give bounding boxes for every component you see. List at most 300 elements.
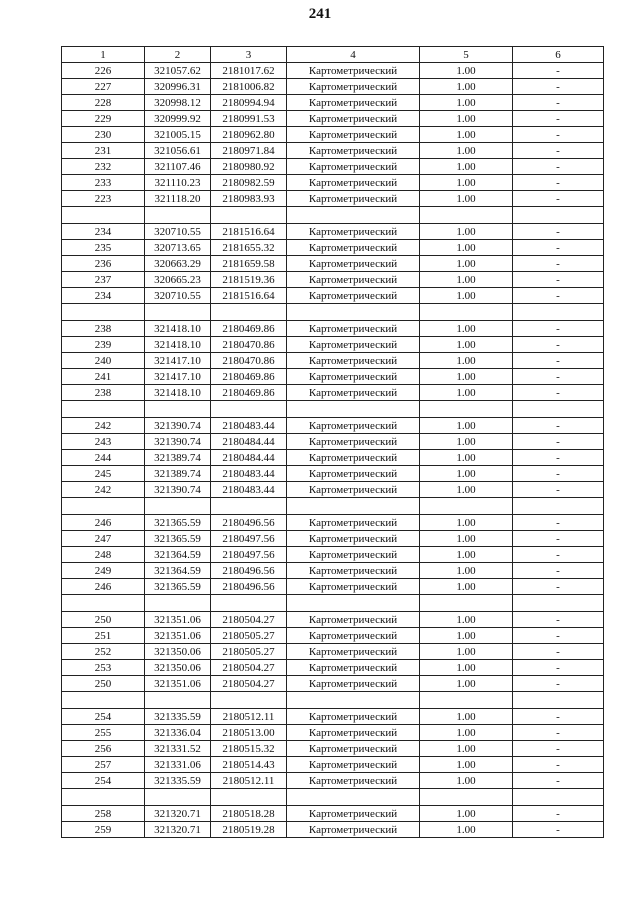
- table-row: [62, 95, 604, 111]
- accuracy-cell: 1.00: [420, 628, 513, 644]
- method-cell: Картометрический: [287, 224, 420, 240]
- accuracy-cell: 1.00: [420, 531, 513, 547]
- x-coordinate-cell: 321365.59: [145, 515, 211, 531]
- table-row: [62, 482, 604, 498]
- accuracy-cell: 1.00: [420, 660, 513, 676]
- note-cell: -: [513, 288, 604, 304]
- table-row: [62, 288, 604, 304]
- method-cell: Картометрический: [287, 612, 420, 628]
- empty-cell: [287, 789, 420, 806]
- table-row: [62, 79, 604, 95]
- accuracy-cell: 1.00: [420, 63, 513, 79]
- table-row: [62, 676, 604, 692]
- table-row: [62, 757, 604, 773]
- group-separator-row: [62, 595, 604, 612]
- note-cell: -: [513, 466, 604, 482]
- note-cell: -: [513, 515, 604, 531]
- method-cell: Картометрический: [287, 579, 420, 595]
- point-number-cell: 239: [62, 337, 145, 353]
- accuracy-cell: 1.00: [420, 547, 513, 563]
- accuracy-cell: 1.00: [420, 79, 513, 95]
- y-coordinate-cell: 2180483.44: [211, 466, 287, 482]
- accuracy-cell: 1.00: [420, 175, 513, 191]
- note-cell: -: [513, 63, 604, 79]
- accuracy-cell: 1.00: [420, 321, 513, 337]
- note-cell: -: [513, 79, 604, 95]
- table-row: [62, 240, 604, 256]
- point-number-cell: 256: [62, 741, 145, 757]
- table-row: [62, 418, 604, 434]
- point-number-cell: 228: [62, 95, 145, 111]
- x-coordinate-cell: 321056.61: [145, 143, 211, 159]
- group-separator-row: [62, 789, 604, 806]
- empty-cell: [420, 401, 513, 418]
- accuracy-cell: 1.00: [420, 773, 513, 789]
- method-cell: Картометрический: [287, 434, 420, 450]
- note-cell: -: [513, 418, 604, 434]
- empty-cell: [513, 498, 604, 515]
- accuracy-cell: 1.00: [420, 240, 513, 256]
- method-cell: Картометрический: [287, 709, 420, 725]
- accuracy-cell: 1.00: [420, 450, 513, 466]
- accuracy-cell: 1.00: [420, 579, 513, 595]
- point-number-cell: 236: [62, 256, 145, 272]
- empty-cell: [211, 207, 287, 224]
- method-cell: Картометрический: [287, 143, 420, 159]
- method-cell: Картометрический: [287, 369, 420, 385]
- note-cell: -: [513, 676, 604, 692]
- table-row: [62, 547, 604, 563]
- table-row: [62, 434, 604, 450]
- empty-cell: [145, 498, 211, 515]
- table-row: [62, 321, 604, 337]
- x-coordinate-cell: 321389.74: [145, 450, 211, 466]
- note-cell: -: [513, 628, 604, 644]
- y-coordinate-cell: 2180504.27: [211, 612, 287, 628]
- x-coordinate-cell: 320710.55: [145, 288, 211, 304]
- page-number: 241: [308, 6, 332, 22]
- x-coordinate-cell: 320710.55: [145, 224, 211, 240]
- empty-cell: [62, 401, 145, 418]
- y-coordinate-cell: 2181017.62: [211, 63, 287, 79]
- table-row: [62, 806, 604, 822]
- y-coordinate-cell: 2180980.92: [211, 159, 287, 175]
- point-number-cell: 258: [62, 806, 145, 822]
- coordinates-table: [61, 46, 604, 838]
- point-number-cell: 223: [62, 191, 145, 207]
- point-number-cell: 245: [62, 466, 145, 482]
- table-row: [62, 224, 604, 240]
- y-coordinate-cell: 2180983.93: [211, 191, 287, 207]
- table-row: [62, 725, 604, 741]
- table-row: [62, 191, 604, 207]
- point-number-cell: 240: [62, 353, 145, 369]
- empty-cell: [513, 304, 604, 321]
- x-coordinate-cell: 321418.10: [145, 321, 211, 337]
- column-header-1: 1: [62, 47, 145, 63]
- method-cell: Картометрический: [287, 741, 420, 757]
- group-separator-row: [62, 498, 604, 515]
- accuracy-cell: 1.00: [420, 466, 513, 482]
- x-coordinate-cell: 321057.62: [145, 63, 211, 79]
- method-cell: Картометрический: [287, 644, 420, 660]
- point-number-cell: 233: [62, 175, 145, 191]
- x-coordinate-cell: 320999.92: [145, 111, 211, 127]
- note-cell: -: [513, 240, 604, 256]
- point-number-cell: 244: [62, 450, 145, 466]
- empty-cell: [145, 595, 211, 612]
- y-coordinate-cell: 2180484.44: [211, 450, 287, 466]
- method-cell: Картометрический: [287, 676, 420, 692]
- empty-cell: [287, 498, 420, 515]
- point-number-cell: 248: [62, 547, 145, 563]
- y-coordinate-cell: 2181659.58: [211, 256, 287, 272]
- empty-cell: [420, 207, 513, 224]
- point-number-cell: 229: [62, 111, 145, 127]
- method-cell: Картометрический: [287, 79, 420, 95]
- y-coordinate-cell: 2180483.44: [211, 482, 287, 498]
- point-number-cell: 226: [62, 63, 145, 79]
- note-cell: -: [513, 337, 604, 353]
- note-cell: -: [513, 159, 604, 175]
- table-row: [62, 256, 604, 272]
- note-cell: -: [513, 95, 604, 111]
- x-coordinate-cell: 321331.06: [145, 757, 211, 773]
- note-cell: -: [513, 806, 604, 822]
- table-row: [62, 515, 604, 531]
- accuracy-cell: 1.00: [420, 644, 513, 660]
- group-separator-row: [62, 207, 604, 224]
- accuracy-cell: 1.00: [420, 353, 513, 369]
- x-coordinate-cell: 321390.74: [145, 482, 211, 498]
- x-coordinate-cell: 321417.10: [145, 353, 211, 369]
- point-number-cell: 242: [62, 482, 145, 498]
- accuracy-cell: 1.00: [420, 191, 513, 207]
- x-coordinate-cell: 321336.04: [145, 725, 211, 741]
- note-cell: -: [513, 547, 604, 563]
- method-cell: Картометрический: [287, 757, 420, 773]
- empty-cell: [62, 304, 145, 321]
- column-header-3: 3: [211, 47, 287, 63]
- note-cell: -: [513, 612, 604, 628]
- method-cell: Картометрический: [287, 240, 420, 256]
- method-cell: Картометрический: [287, 95, 420, 111]
- x-coordinate-cell: 321331.52: [145, 741, 211, 757]
- y-coordinate-cell: 2180512.11: [211, 773, 287, 789]
- y-coordinate-cell: 2180518.28: [211, 806, 287, 822]
- x-coordinate-cell: 321365.59: [145, 531, 211, 547]
- point-number-cell: 242: [62, 418, 145, 434]
- point-number-cell: 253: [62, 660, 145, 676]
- x-coordinate-cell: 320713.65: [145, 240, 211, 256]
- accuracy-cell: 1.00: [420, 143, 513, 159]
- x-coordinate-cell: 321364.59: [145, 563, 211, 579]
- x-coordinate-cell: 321118.20: [145, 191, 211, 207]
- group-separator-row: [62, 692, 604, 709]
- y-coordinate-cell: 2180469.86: [211, 369, 287, 385]
- method-cell: Картометрический: [287, 385, 420, 401]
- accuracy-cell: 1.00: [420, 385, 513, 401]
- point-number-cell: 227: [62, 79, 145, 95]
- note-cell: -: [513, 725, 604, 741]
- table-header-row: [62, 47, 604, 63]
- y-coordinate-cell: 2180982.59: [211, 175, 287, 191]
- y-coordinate-cell: 2180469.86: [211, 321, 287, 337]
- table-row: [62, 466, 604, 482]
- y-coordinate-cell: 2180994.94: [211, 95, 287, 111]
- note-cell: -: [513, 773, 604, 789]
- accuracy-cell: 1.00: [420, 127, 513, 143]
- y-coordinate-cell: 2180519.28: [211, 822, 287, 838]
- method-cell: Картометрический: [287, 63, 420, 79]
- point-number-cell: 238: [62, 321, 145, 337]
- point-number-cell: 254: [62, 773, 145, 789]
- note-cell: -: [513, 644, 604, 660]
- column-header-2: 2: [145, 47, 211, 63]
- table-row: [62, 741, 604, 757]
- accuracy-cell: 1.00: [420, 612, 513, 628]
- group-separator-row: [62, 401, 604, 418]
- x-coordinate-cell: 321110.23: [145, 175, 211, 191]
- x-coordinate-cell: 320996.31: [145, 79, 211, 95]
- x-coordinate-cell: 321350.06: [145, 644, 211, 660]
- empty-cell: [62, 207, 145, 224]
- table-row: [62, 353, 604, 369]
- note-cell: -: [513, 660, 604, 676]
- table-row: [62, 822, 604, 838]
- method-cell: Картометрический: [287, 515, 420, 531]
- accuracy-cell: 1.00: [420, 563, 513, 579]
- x-coordinate-cell: 321335.59: [145, 773, 211, 789]
- point-number-cell: 249: [62, 563, 145, 579]
- y-coordinate-cell: 2180971.84: [211, 143, 287, 159]
- accuracy-cell: 1.00: [420, 741, 513, 757]
- column-header-6: 6: [513, 47, 604, 63]
- empty-cell: [287, 692, 420, 709]
- y-coordinate-cell: 2180469.86: [211, 385, 287, 401]
- empty-cell: [145, 207, 211, 224]
- point-number-cell: 246: [62, 515, 145, 531]
- table-row: [62, 531, 604, 547]
- accuracy-cell: 1.00: [420, 288, 513, 304]
- method-cell: Картометрический: [287, 321, 420, 337]
- group-separator-row: [62, 304, 604, 321]
- point-number-cell: 238: [62, 385, 145, 401]
- y-coordinate-cell: 2181006.82: [211, 79, 287, 95]
- x-coordinate-cell: 321350.06: [145, 660, 211, 676]
- note-cell: -: [513, 434, 604, 450]
- note-cell: -: [513, 482, 604, 498]
- x-coordinate-cell: 321107.46: [145, 159, 211, 175]
- point-number-cell: 257: [62, 757, 145, 773]
- x-coordinate-cell: 321418.10: [145, 385, 211, 401]
- empty-cell: [211, 304, 287, 321]
- x-coordinate-cell: 321320.71: [145, 806, 211, 822]
- note-cell: -: [513, 127, 604, 143]
- note-cell: -: [513, 579, 604, 595]
- table-row: [62, 111, 604, 127]
- method-cell: Картометрический: [287, 272, 420, 288]
- empty-cell: [211, 595, 287, 612]
- note-cell: -: [513, 175, 604, 191]
- empty-cell: [287, 207, 420, 224]
- table-row: [62, 63, 604, 79]
- note-cell: -: [513, 256, 604, 272]
- x-coordinate-cell: 321389.74: [145, 466, 211, 482]
- method-cell: Картометрический: [287, 822, 420, 838]
- empty-cell: [287, 304, 420, 321]
- empty-cell: [211, 789, 287, 806]
- point-number-cell: 232: [62, 159, 145, 175]
- point-number-cell: 231: [62, 143, 145, 159]
- note-cell: -: [513, 191, 604, 207]
- y-coordinate-cell: 2180470.86: [211, 337, 287, 353]
- empty-cell: [145, 304, 211, 321]
- table-row: [62, 159, 604, 175]
- empty-cell: [420, 692, 513, 709]
- empty-cell: [62, 595, 145, 612]
- note-cell: -: [513, 353, 604, 369]
- accuracy-cell: 1.00: [420, 822, 513, 838]
- x-coordinate-cell: 321351.06: [145, 628, 211, 644]
- method-cell: Картометрический: [287, 660, 420, 676]
- method-cell: Картометрический: [287, 127, 420, 143]
- method-cell: Картометрический: [287, 191, 420, 207]
- column-header-5: 5: [420, 47, 513, 63]
- y-coordinate-cell: 2180496.56: [211, 563, 287, 579]
- empty-cell: [513, 692, 604, 709]
- x-coordinate-cell: 321005.15: [145, 127, 211, 143]
- note-cell: -: [513, 321, 604, 337]
- x-coordinate-cell: 321335.59: [145, 709, 211, 725]
- method-cell: Картометрический: [287, 418, 420, 434]
- table-row: [62, 773, 604, 789]
- table-row: [62, 628, 604, 644]
- method-cell: Картометрический: [287, 773, 420, 789]
- note-cell: -: [513, 709, 604, 725]
- point-number-cell: 247: [62, 531, 145, 547]
- method-cell: Картометрический: [287, 531, 420, 547]
- note-cell: -: [513, 369, 604, 385]
- empty-cell: [287, 401, 420, 418]
- empty-cell: [211, 498, 287, 515]
- table-row: [62, 709, 604, 725]
- note-cell: -: [513, 385, 604, 401]
- x-coordinate-cell: 321365.59: [145, 579, 211, 595]
- y-coordinate-cell: 2180470.86: [211, 353, 287, 369]
- empty-cell: [287, 595, 420, 612]
- y-coordinate-cell: 2180496.56: [211, 515, 287, 531]
- table-row: [62, 369, 604, 385]
- y-coordinate-cell: 2180962.80: [211, 127, 287, 143]
- x-coordinate-cell: 321351.06: [145, 612, 211, 628]
- point-number-cell: 255: [62, 725, 145, 741]
- table-row: [62, 563, 604, 579]
- method-cell: Картометрический: [287, 111, 420, 127]
- accuracy-cell: 1.00: [420, 482, 513, 498]
- note-cell: -: [513, 224, 604, 240]
- y-coordinate-cell: 2180483.44: [211, 418, 287, 434]
- table-row: [62, 127, 604, 143]
- table-row: [62, 579, 604, 595]
- x-coordinate-cell: 320998.12: [145, 95, 211, 111]
- empty-cell: [420, 595, 513, 612]
- note-cell: -: [513, 450, 604, 466]
- empty-cell: [62, 692, 145, 709]
- table-row: [62, 272, 604, 288]
- method-cell: Картометрический: [287, 547, 420, 563]
- y-coordinate-cell: 2181516.64: [211, 288, 287, 304]
- empty-cell: [62, 789, 145, 806]
- empty-cell: [211, 401, 287, 418]
- empty-cell: [513, 401, 604, 418]
- table-row: [62, 337, 604, 353]
- table-row: [62, 385, 604, 401]
- method-cell: Картометрический: [287, 450, 420, 466]
- accuracy-cell: 1.00: [420, 806, 513, 822]
- empty-cell: [513, 595, 604, 612]
- accuracy-cell: 1.00: [420, 369, 513, 385]
- point-number-cell: 254: [62, 709, 145, 725]
- empty-cell: [211, 692, 287, 709]
- y-coordinate-cell: 2180505.27: [211, 644, 287, 660]
- x-coordinate-cell: 321418.10: [145, 337, 211, 353]
- accuracy-cell: 1.00: [420, 676, 513, 692]
- y-coordinate-cell: 2181655.32: [211, 240, 287, 256]
- table-row: [62, 450, 604, 466]
- accuracy-cell: 1.00: [420, 757, 513, 773]
- point-number-cell: 235: [62, 240, 145, 256]
- x-coordinate-cell: 321390.74: [145, 418, 211, 434]
- method-cell: Картометрический: [287, 563, 420, 579]
- accuracy-cell: 1.00: [420, 418, 513, 434]
- y-coordinate-cell: 2181516.64: [211, 224, 287, 240]
- accuracy-cell: 1.00: [420, 95, 513, 111]
- x-coordinate-cell: 321417.10: [145, 369, 211, 385]
- method-cell: Картометрический: [287, 256, 420, 272]
- table-row: [62, 175, 604, 191]
- accuracy-cell: 1.00: [420, 725, 513, 741]
- empty-cell: [513, 207, 604, 224]
- accuracy-cell: 1.00: [420, 434, 513, 450]
- accuracy-cell: 1.00: [420, 224, 513, 240]
- point-number-cell: 237: [62, 272, 145, 288]
- y-coordinate-cell: 2180991.53: [211, 111, 287, 127]
- accuracy-cell: 1.00: [420, 272, 513, 288]
- column-header-4: 4: [287, 47, 420, 63]
- y-coordinate-cell: 2180515.32: [211, 741, 287, 757]
- table-row: [62, 143, 604, 159]
- method-cell: Картометрический: [287, 466, 420, 482]
- note-cell: -: [513, 741, 604, 757]
- table-row: [62, 660, 604, 676]
- empty-cell: [420, 498, 513, 515]
- table-body: [62, 63, 604, 838]
- method-cell: Картометрический: [287, 159, 420, 175]
- y-coordinate-cell: 2180497.56: [211, 531, 287, 547]
- y-coordinate-cell: 2180514.43: [211, 757, 287, 773]
- table-row: [62, 612, 604, 628]
- point-number-cell: 234: [62, 288, 145, 304]
- method-cell: Картометрический: [287, 725, 420, 741]
- point-number-cell: 250: [62, 612, 145, 628]
- point-number-cell: 251: [62, 628, 145, 644]
- point-number-cell: 241: [62, 369, 145, 385]
- method-cell: Картометрический: [287, 353, 420, 369]
- method-cell: Картометрический: [287, 482, 420, 498]
- accuracy-cell: 1.00: [420, 111, 513, 127]
- point-number-cell: 246: [62, 579, 145, 595]
